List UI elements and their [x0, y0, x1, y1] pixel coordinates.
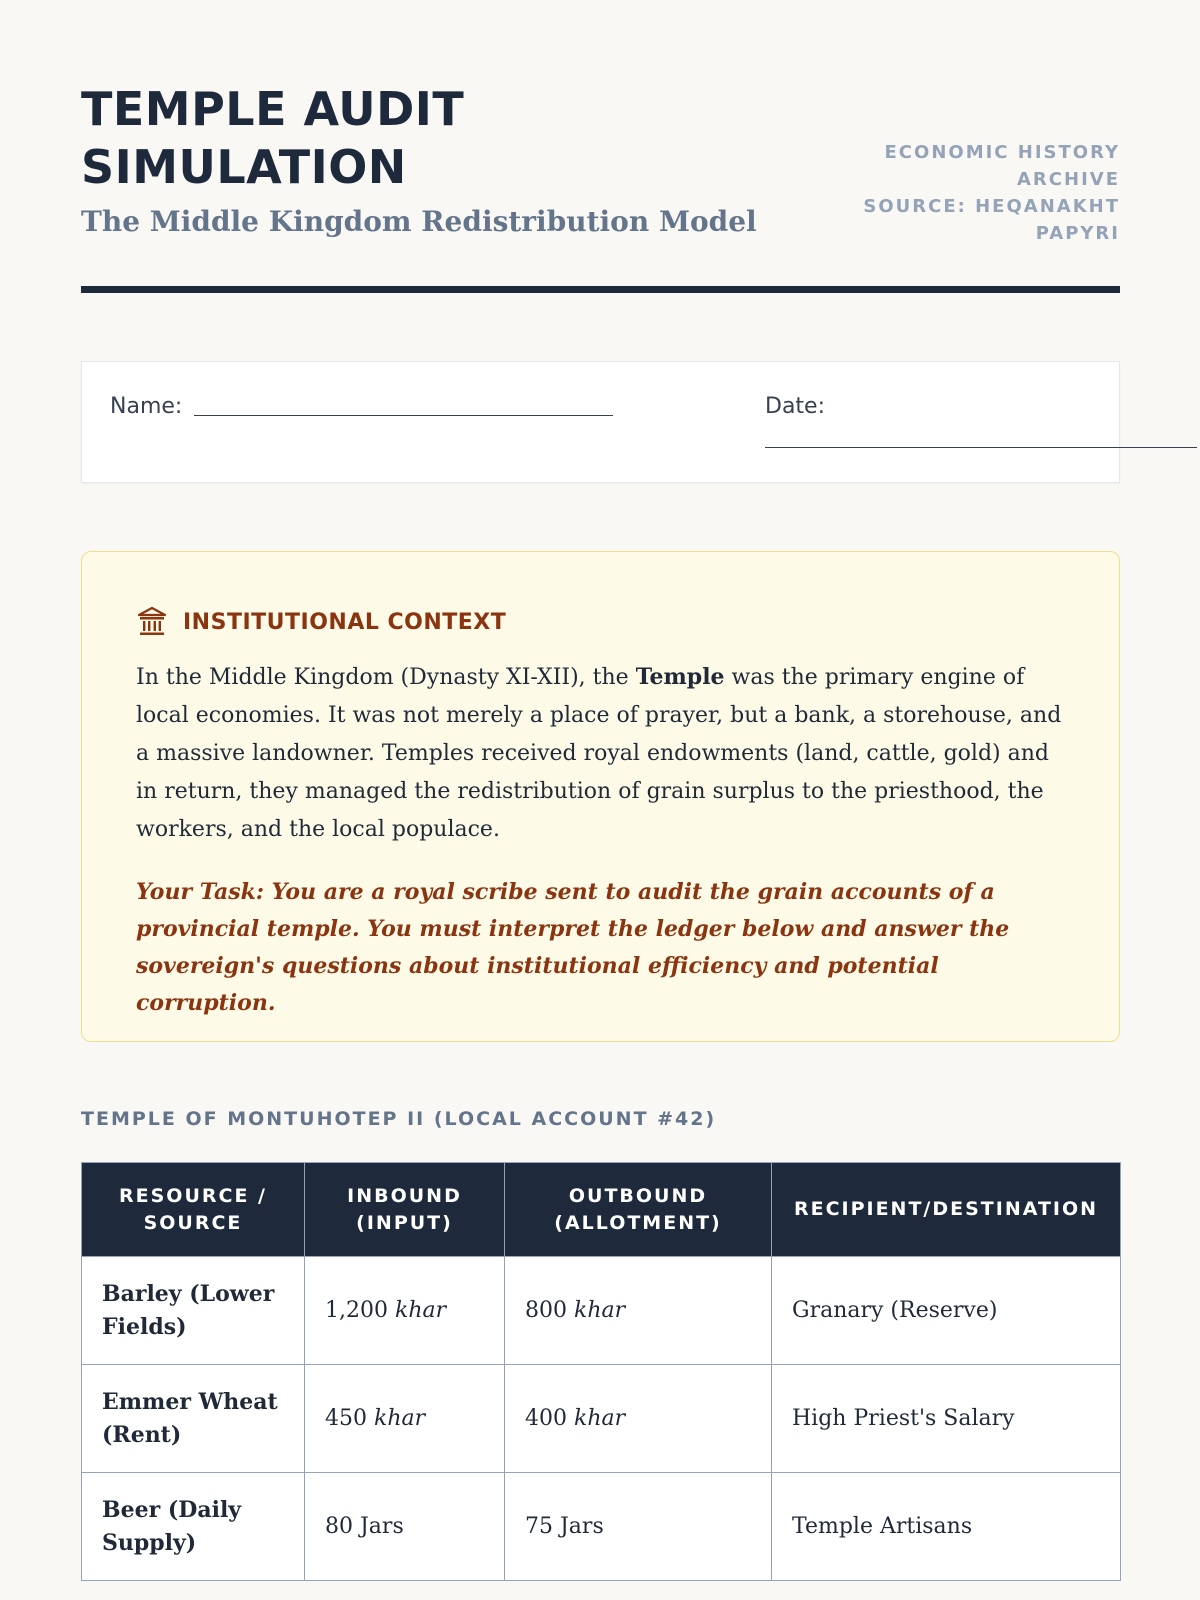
table-row: [82, 1257, 1121, 1365]
inbound-cell: [305, 1473, 505, 1581]
table-row: [82, 1473, 1121, 1581]
recipient-cell: Temple Artisans: [772, 1473, 1121, 1581]
recipient-cell: High Priest's Salary: [772, 1365, 1121, 1473]
inbound-quantity: 450: [325, 1406, 367, 1431]
institutional-context-box: [81, 551, 1120, 1042]
resource-cell: Beer (Daily Supply): [82, 1473, 305, 1581]
outbound-unit: khar: [574, 1406, 626, 1431]
table-row: [82, 1365, 1121, 1473]
date-label: Date:: [765, 394, 825, 419]
archive-source: SOURCE: HEQANAKHT PAPYRI: [863, 196, 1120, 244]
student-info-box: [81, 361, 1120, 483]
inbound-unit: khar: [374, 1406, 426, 1431]
worksheet-page: [81, 0, 1120, 1556]
task-instructions: Your Task: You are a royal scribe sent to audit the grain accounts of a provincial temple. You must interpret the ledger below and answer the sovereign's questions about institutional efficiency and potential corruption.: [136, 879, 1010, 1016]
resource-cell: Barley (Lower Fields): [82, 1257, 305, 1365]
inbound-cell: [305, 1365, 505, 1473]
context-text-emphasis: Temple: [635, 664, 725, 690]
page-subtitle: The Middle Kingdom Redistribution Model: [81, 205, 757, 238]
inbound-quantity: 1,200: [325, 1298, 388, 1323]
header-divider: [81, 286, 1120, 293]
context-text-start: In the Middle Kingdom (Dynasty XI-XII), the: [136, 665, 636, 690]
archive-source-block: [830, 139, 1120, 247]
archive-name: ECONOMIC HISTORY ARCHIVE: [884, 142, 1120, 190]
column-header-recipient: RECIPIENT/DESTINATION: [772, 1163, 1121, 1257]
outbound-quantity: 800: [525, 1298, 567, 1323]
outbound-quantity: 400: [525, 1406, 567, 1431]
inbound-quantity: 80 Jars: [325, 1514, 404, 1539]
name-field[interactable]: [194, 415, 613, 416]
context-title: INSTITUTIONAL CONTEXT: [183, 609, 507, 635]
outbound-cell: [505, 1473, 772, 1581]
inbound-cell: [305, 1257, 505, 1365]
worksheet-header: [81, 0, 1120, 300]
bank-icon: [137, 606, 167, 638]
name-label: Name:: [110, 394, 183, 419]
date-field[interactable]: [765, 447, 1197, 448]
context-paragraph: [136, 658, 1066, 849]
recipient-cell: Granary (Reserve): [772, 1257, 1121, 1365]
outbound-unit: khar: [574, 1298, 626, 1323]
column-header-outbound: OUTBOUND (ALLOTMENT): [505, 1163, 772, 1257]
outbound-cell: [505, 1257, 772, 1365]
context-heading: [137, 606, 506, 638]
ledger-header-row: [82, 1163, 1121, 1257]
inbound-unit: khar: [394, 1298, 447, 1323]
page-title: TEMPLE AUDIT SIMULATION: [81, 82, 465, 194]
ledger-table: [81, 1162, 1121, 1581]
context-text-end: was the primary engine of local economies. It was not merely a place of prayer, but a bank, a storehouse, and a massive landowner. Temples received royal endowments (land, cattle, gold) and in return, they managed the redistribution of grain surplus to the priesthood, the workers, and the local populace.: [136, 665, 1062, 842]
outbound-quantity: 75 Jars: [525, 1514, 604, 1539]
column-header-inbound: INBOUND (INPUT): [305, 1163, 505, 1257]
outbound-cell: [505, 1365, 772, 1473]
ledger-title: TEMPLE OF MONTUHOTEP II (LOCAL ACCOUNT #42): [81, 1108, 717, 1130]
resource-cell: Emmer Wheat (Rent): [82, 1365, 305, 1473]
column-header-resource: RESOURCE / SOURCE: [82, 1163, 305, 1257]
